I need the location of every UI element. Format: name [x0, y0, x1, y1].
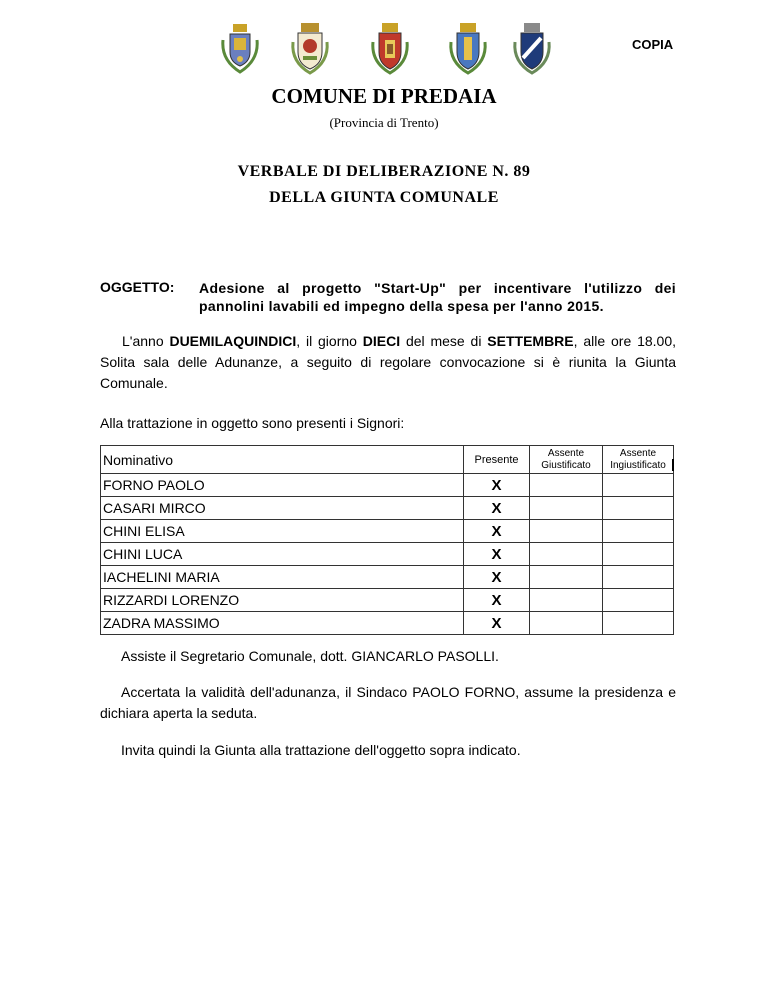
crest-5-icon [511, 20, 553, 76]
row-presente: X [464, 543, 530, 566]
table-row [101, 566, 674, 589]
intro-anno: DUEMILAQUINDICI [169, 333, 297, 349]
row-nome: ZADRA MASSIMO [101, 612, 464, 635]
header-presente: Presente [464, 446, 530, 474]
row-presente: X [464, 474, 530, 497]
row-giustificato [530, 589, 603, 612]
verbale-title-line2: DELLA GIUNTA COMUNALE [269, 189, 499, 206]
intro-mese: SETTEMBRE [487, 333, 574, 349]
table-row [101, 589, 674, 612]
accertata-text: Accertata la validità dell'adunanza, il Sindaco PAOLO FORNO, assume la presidenza e dichiara aperta la seduta. [100, 684, 676, 721]
attendance-table [100, 445, 674, 635]
table-header-row [101, 446, 674, 474]
table-row [101, 497, 674, 520]
row-nome: CASARI MIRCO [101, 497, 464, 520]
row-ingiustificato [603, 566, 674, 589]
row-giustificato [530, 474, 603, 497]
verbale-title-line1: VERBALE DI DELIBERAZIONE N. 89 [237, 163, 531, 180]
row-nome: FORNO PAOLO [101, 474, 464, 497]
crest-1-icon [219, 20, 261, 76]
comune-title: COMUNE DI PREDAIA [271, 84, 497, 108]
intro-paragraph [100, 331, 676, 394]
intro-giorno: DIECI [362, 333, 401, 349]
header-assente-ingiustificato: Assente Ingiustificato [603, 446, 674, 474]
copia-stamp: COPIA [632, 37, 674, 52]
table-edge-mark [672, 459, 674, 471]
intro-text-1: L'anno [122, 333, 170, 349]
header-nominativo: Nominativo [101, 446, 464, 474]
intro-text-2: , il giorno [296, 333, 363, 349]
oggetto-label: OGGETTO: [100, 279, 175, 295]
row-ingiustificato [603, 520, 674, 543]
row-presente: X [464, 497, 530, 520]
row-ingiustificato [603, 589, 674, 612]
table-row [101, 474, 674, 497]
intro-text-4: , alle ore 18.00, Solita sala delle Adunanze, a seguito di regolare convocazione si è riunita la Giunta Comunale. [100, 333, 676, 391]
row-nome: RIZZARDI LORENZO [101, 589, 464, 612]
row-ingiustificato [603, 474, 674, 497]
row-ingiustificato [603, 543, 674, 566]
crest-2-icon [289, 20, 331, 76]
row-ingiustificato [603, 497, 674, 520]
row-presente: X [464, 566, 530, 589]
accertata-paragraph [100, 682, 676, 724]
row-giustificato [530, 543, 603, 566]
row-giustificato [530, 612, 603, 635]
row-presente: X [464, 589, 530, 612]
row-giustificato [530, 566, 603, 589]
row-giustificato [530, 520, 603, 543]
oggetto-text: Adesione al progetto "Start-Up" per incentivare l'utilizzo dei pannolini lavabili ed impegno della spesa per l'anno 2015. [199, 280, 676, 314]
provincia-subtitle: (Provincia di Trento) [329, 115, 439, 130]
row-presente: X [464, 612, 530, 635]
table-row [101, 520, 674, 543]
table-row [101, 543, 674, 566]
row-presente: X [464, 520, 530, 543]
header-assente-giustificato: Assente Giustificato [530, 446, 603, 474]
intro-text-3: del mese di [400, 333, 488, 349]
row-nome: IACHELINI MARIA [101, 566, 464, 589]
presenti-intro: Alla trattazione in oggetto sono presenti i Signori: [100, 415, 405, 431]
row-nome: CHINI LUCA [101, 543, 464, 566]
row-ingiustificato [603, 612, 674, 635]
invita-paragraph: Invita quindi la Giunta alla trattazione dell'oggetto sopra indicato. [121, 742, 521, 758]
segretario-paragraph: Assiste il Segretario Comunale, dott. GIANCARLO PASOLLI. [121, 648, 499, 664]
crest-4-icon [447, 20, 489, 76]
row-nome: CHINI ELISA [101, 520, 464, 543]
row-giustificato [530, 497, 603, 520]
crest-3-icon [369, 20, 411, 76]
municipal-crests [219, 20, 549, 76]
table-row [101, 612, 674, 635]
